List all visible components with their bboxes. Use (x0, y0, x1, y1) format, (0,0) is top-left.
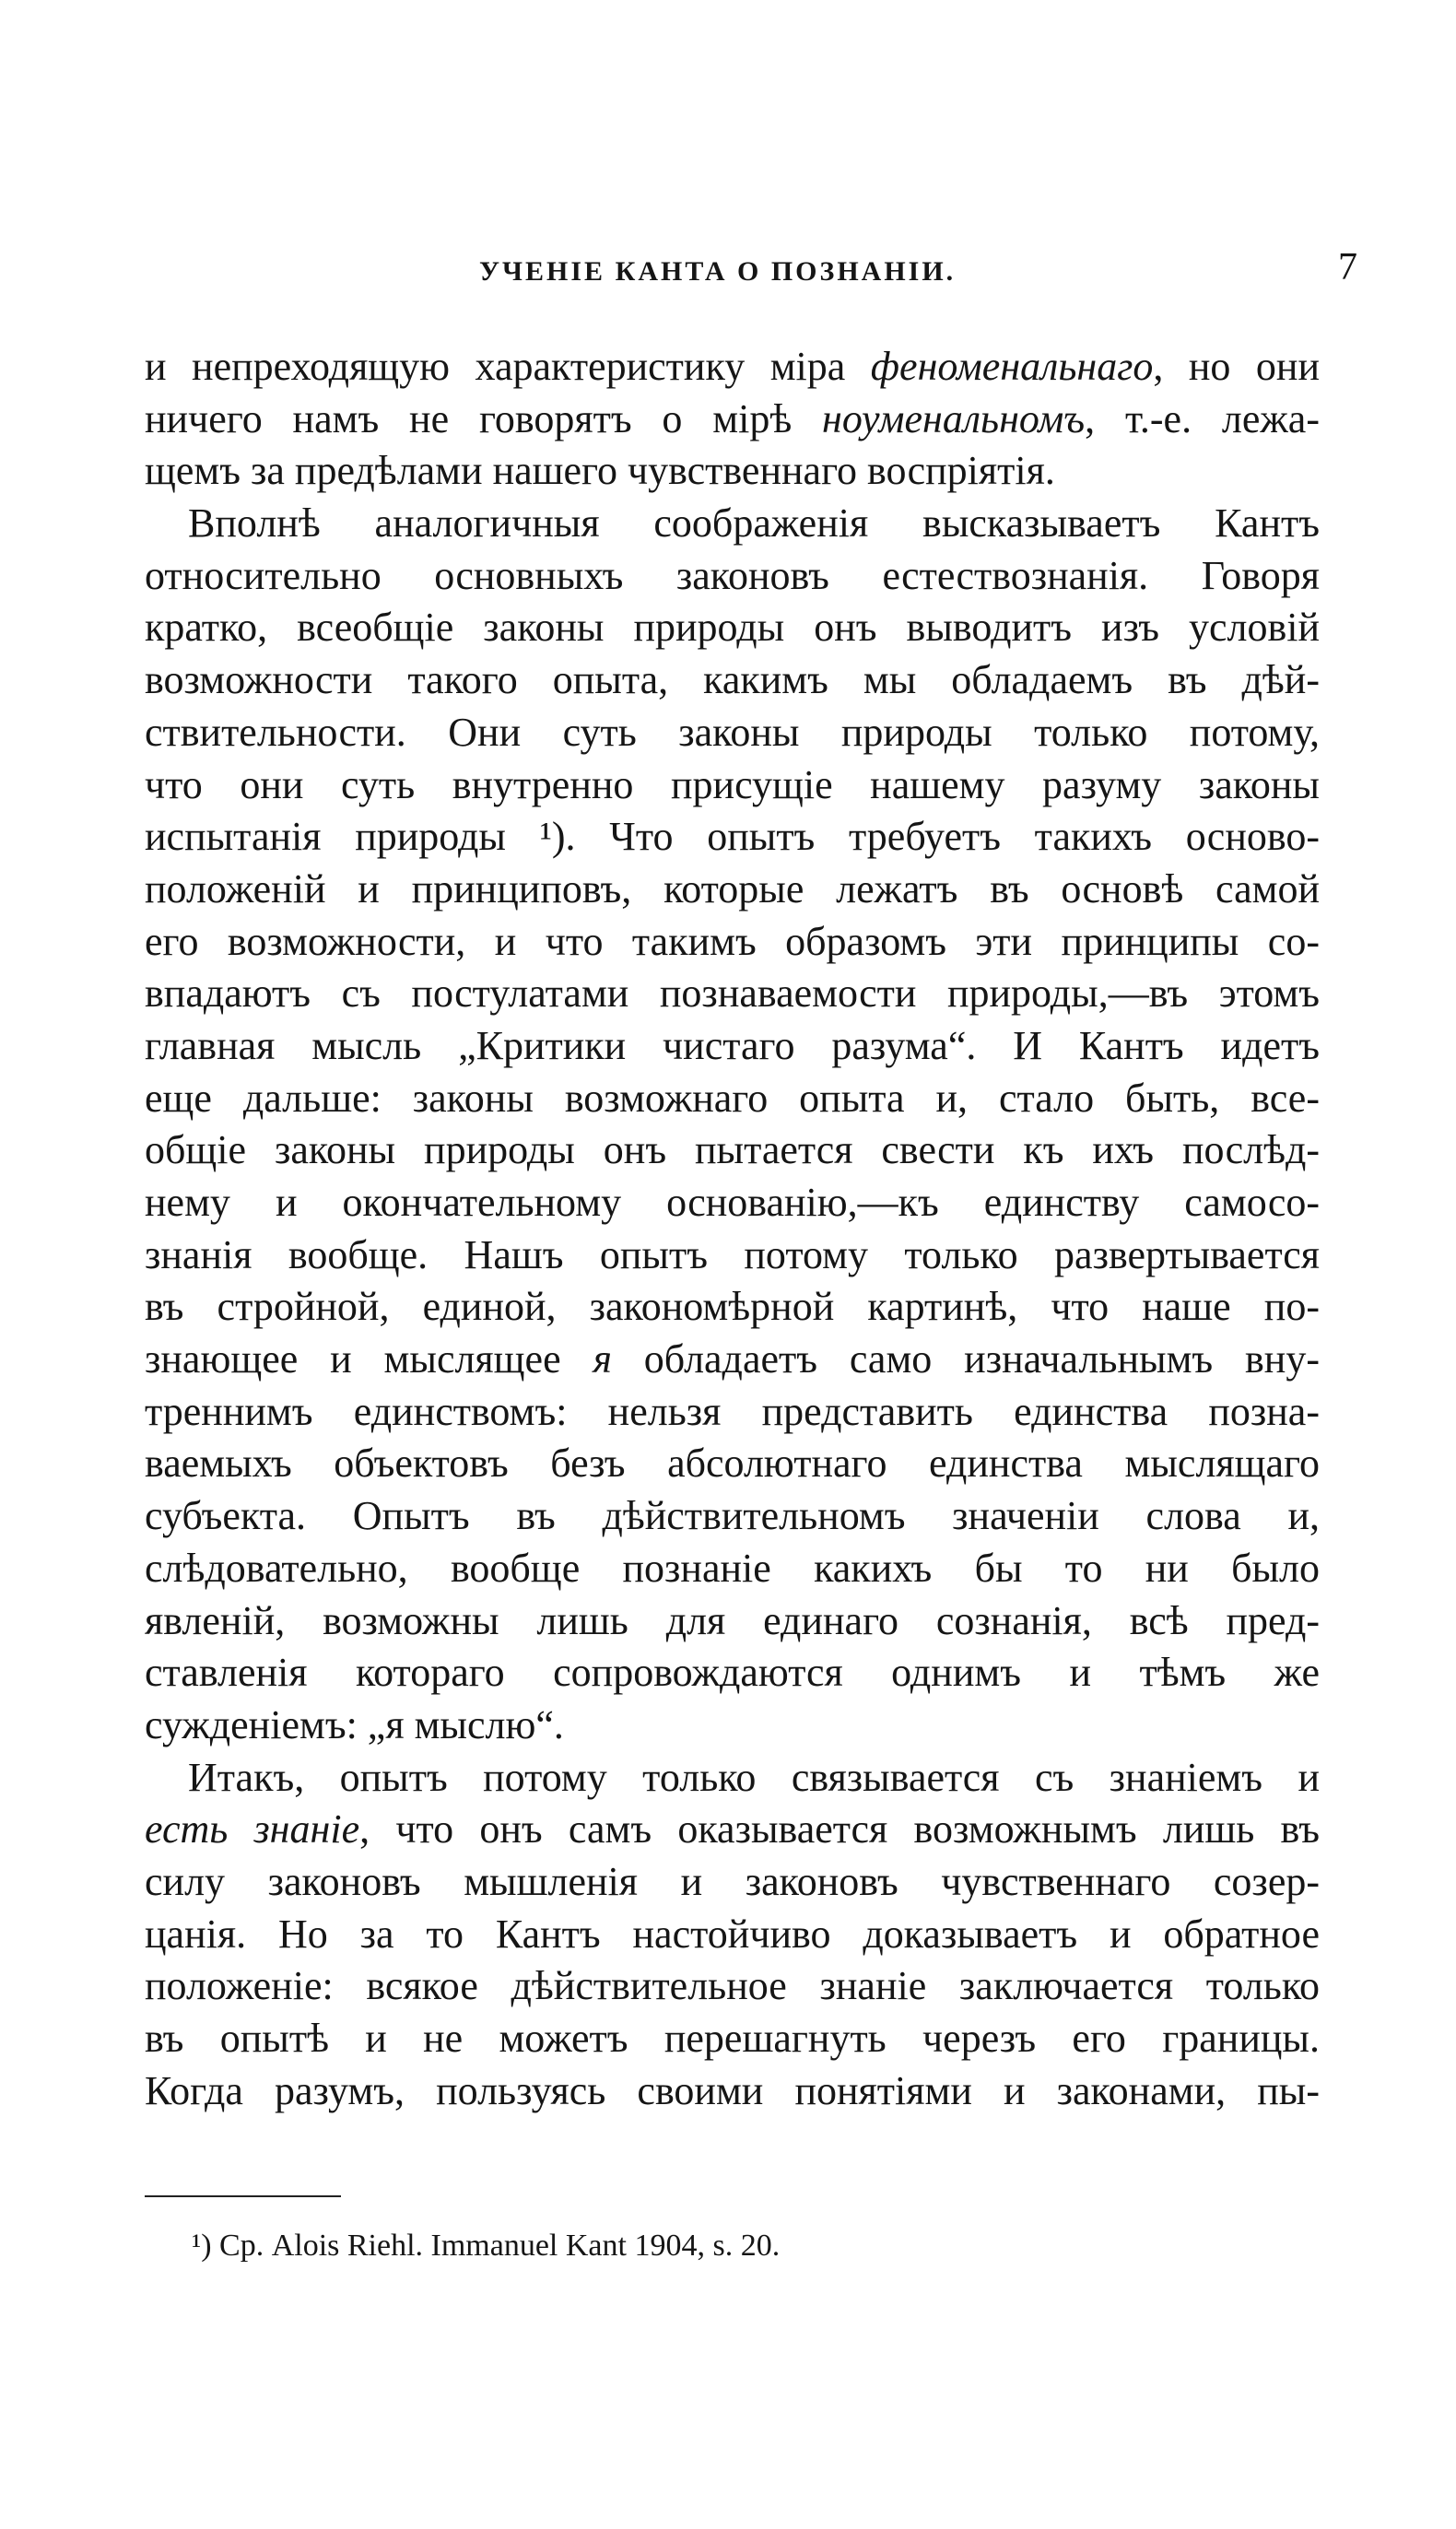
italic-text: есть знаніе (145, 1806, 360, 1853)
text-span: Когда разумъ, пользуясь своими понятіями и законами, пы- (145, 2067, 1320, 2113)
paragraph (145, 341, 1320, 498)
page-number: 7 (1338, 246, 1357, 288)
text-span: , что онъ самъ оказывается возможнымъ лишь въ (359, 1806, 1320, 1853)
text-span: въ опытѣ и не можетъ перешагнуть черезъ его границы. (145, 2016, 1320, 2061)
text-span: впадаютъ съ постулатами познаваемости природы,—въ этомъ (145, 970, 1320, 1017)
text-span: еще дальше: законы возможнаго опыта и, стало быть, все- (145, 1075, 1320, 1121)
text-line (145, 1124, 1320, 1177)
text-span: субъекта. Опытъ въ дѣйствительномъ значеніи слова и, (145, 1493, 1320, 1539)
text-line (145, 1960, 1320, 2013)
text-span: Итакъ, опытъ потому только связывается съ знаніемъ и (188, 1754, 1320, 1800)
text-line (145, 498, 1320, 550)
text-line (145, 654, 1320, 707)
text-span: положеніе: всякое дѣйствительное знаніе заключается только (145, 1963, 1320, 2009)
text-span: ствительности. Они суть законы природы только потому, (145, 709, 1320, 755)
footnote-divider (145, 2195, 341, 2197)
running-head: УЧЕНІЕ КАНТА О ПОЗНАНІИ. (479, 256, 957, 287)
italic-text: я (593, 1336, 612, 1382)
text-line (145, 1647, 1320, 1700)
text-span: общіе законы природы онъ пытается свести къ ихъ послѣд- (145, 1127, 1320, 1173)
text-line (145, 968, 1320, 1020)
text-line (145, 1490, 1320, 1543)
text-line (145, 1229, 1320, 1282)
text-span: треннимъ единствомъ: нельзя представить единства позна- (145, 1388, 1320, 1434)
text-line (145, 1909, 1320, 1961)
italic-text: ноуменальномъ (822, 395, 1086, 441)
paragraph (145, 1752, 1320, 2118)
text-line (145, 1700, 1320, 1752)
text-span: испытанія природы ¹). Что опытъ требуетъ такихъ осново- (145, 814, 1320, 860)
text-line (145, 759, 1320, 812)
body-text (145, 341, 1320, 2117)
text-line (145, 1073, 1320, 1125)
text-line (145, 1177, 1320, 1229)
text-span: знанія вообще. Нашъ опытъ потому только развертывается (145, 1231, 1320, 1277)
text-line (145, 1752, 1320, 1805)
text-span: положеній и принциповъ, которые лежатъ въ основѣ самой (145, 865, 1320, 912)
text-span: ваемыхъ объектовъ безъ абсолютнаго единства мыслящаго (145, 1441, 1320, 1487)
text-span: что они суть внутренно присущіе нашему разуму законы (145, 761, 1320, 807)
paragraph (145, 498, 1320, 1752)
text-span: цанія. Но за то Кантъ настойчиво доказываетъ и обратное (145, 1911, 1320, 1957)
text-line (145, 1438, 1320, 1490)
text-line (145, 864, 1320, 916)
text-line (145, 602, 1320, 654)
text-span: и непреходящую характеристику міра (145, 344, 871, 389)
text-line (145, 811, 1320, 864)
text-span: нему и окончательному основанію,—къ единству самосо- (145, 1180, 1320, 1225)
text-line (145, 2013, 1320, 2065)
text-line (145, 707, 1320, 759)
text-span: относительно основныхъ законовъ естествознанія. Говоря (145, 552, 1320, 598)
text-span: щемъ за предѣлами нашего чувственнаго воспріятія. (145, 448, 1055, 494)
text-line (145, 445, 1320, 498)
text-line (145, 1804, 1320, 1856)
text-line (145, 2065, 1320, 2118)
text-span: кратко, всеобщіе законы природы онъ выводитъ изъ условій (145, 605, 1320, 651)
text-line (145, 916, 1320, 969)
text-span: Вполнѣ аналогичныя соображенія высказываетъ Кантъ (188, 500, 1320, 547)
text-span: его возможности, и что такимъ образомъ эти принципы со- (145, 918, 1320, 964)
text-line (145, 1334, 1320, 1386)
text-line (145, 550, 1320, 603)
text-line (145, 1281, 1320, 1334)
text-line (145, 394, 1320, 446)
text-span: въ стройной, единой, закономѣрной картинѣ, что наше по- (145, 1284, 1320, 1330)
text-line (145, 1386, 1320, 1439)
text-span: явленій, возможны лишь для единаго сознанія, всѣ пред- (145, 1597, 1320, 1643)
text-line (145, 1856, 1320, 1909)
text-span: знающее и мыслящее (145, 1336, 593, 1382)
italic-text: феноменальнаго (870, 344, 1154, 389)
text-line (145, 1543, 1320, 1595)
text-span: , т.-е. лежа- (1085, 395, 1320, 441)
text-span: обладаетъ само изначальнымъ вну- (611, 1336, 1320, 1382)
text-line (145, 1020, 1320, 1073)
text-line (145, 1595, 1320, 1648)
text-span: возможности такого опыта, какимъ мы обладаемъ въ дѣй- (145, 657, 1320, 703)
text-span: , но они (1153, 344, 1320, 389)
footnote: ¹) Ср. Alois Riehl. Immanuel Kant 1904, s. 20. (192, 2229, 781, 2263)
text-span: главная мысль „Критики чистаго разума“. И Кантъ идетъ (145, 1022, 1320, 1068)
text-span: сужденіемъ: „я мыслю“. (145, 1701, 564, 1747)
text-line (145, 341, 1320, 394)
text-span: ставленія котораго сопровождаются однимъ и тѣмъ же (145, 1650, 1320, 1696)
text-span: слѣдовательно, вообще познаніе какихъ бы то ни было (145, 1545, 1320, 1591)
text-span: ничего намъ не говорятъ о мірѣ (145, 395, 823, 441)
text-span: силу законовъ мышленія и законовъ чувственнаго созер- (145, 1858, 1320, 1904)
